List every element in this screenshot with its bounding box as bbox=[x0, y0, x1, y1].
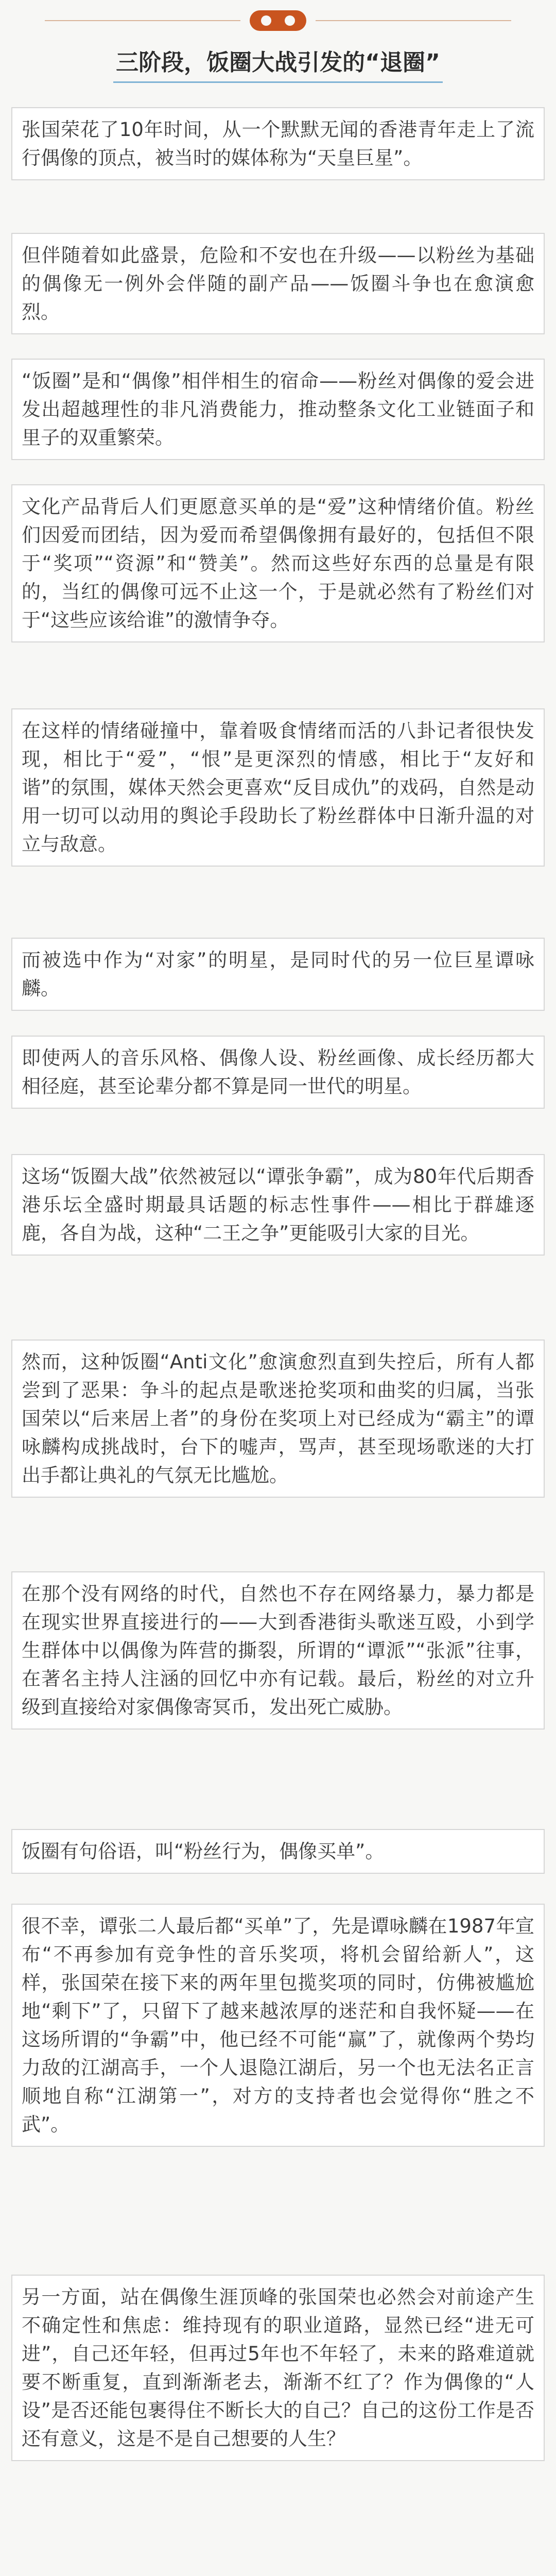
paragraph-card bbox=[11, 484, 545, 642]
paragraph-card bbox=[11, 1154, 545, 1256]
top-ornament bbox=[0, 0, 556, 41]
paragraph-card bbox=[11, 2275, 545, 2461]
paragraph-card bbox=[11, 359, 545, 460]
paragraph: 很不幸，谭张二人最后都“买单”了，先是谭咏麟在1987年宣布“不再参加有竞争性的音乐奖项，将机会留给新人”，这样，张国荣在接下来的两年里包揽奖项的同时，仿佛被尴尬地“剩下”了，只留下了越来越浓厚的迷茫和自我怀疑——在这场所谓的“争霸”中，他已经不可能“赢”了，就像两个势均力敌的江湖高手，一个人退隐江湖后，另一个也无法名正言顺地自称“江湖第一”，对方的支持者也会觉得你“胜之不武”。 bbox=[22, 1915, 534, 2136]
paragraph: 文化产品背后人们更愿意买单的是“爱”这种情绪价值。粉丝们因爱而团结，因为爱而希望偶像拥有最好的，包括但不限于“奖项”“资源”和“赞美”。然而这些好东西的总量是有限的，当红的偶像可远不止这一个，于是就必然有了粉丝们对于“这些应该给谁”的激情争夺。 bbox=[22, 496, 534, 631]
section-title: 三阶段，饭圈大战引发的“退圈” bbox=[116, 49, 440, 76]
paragraph-card bbox=[11, 233, 545, 334]
paragraph: 然而，这种饭圈“Anti文化”愈演愈烈直到失控后，所有人都尝到了恶果：争斗的起点是歌迷抢奖项和曲奖的归属，当张国荣以“后来居上者”的身份在奖项上对已经成为“霸主”的谭咏麟构成挑战时，台下的嘘声，骂声，甚至现场歌迷的大打出手都让典礼的气氛无比尴尬。 bbox=[22, 1351, 534, 1486]
paragraph: 这场“饭圈大战”依然被冠以“谭张争霸”，成为80年代后期香港乐坛全盛时期最具话题的标志性事件——相比于群雄逐鹿，各自为战，这种“二王之争”更能吸引大家的目光。 bbox=[22, 1165, 534, 1244]
paragraph: 另一方面，站在偶像生涯顶峰的张国荣也必然会对前途产生不确定性和焦虑：维持现有的职业道路，显然已经“进无可进”，自己还年轻，但再过5年也不年轻了，未来的路难道就要不断重复，直到渐渐老去，渐渐不红了？作为偶像的“人设”是否还能包裹得住不断长大的自己？自己的这份工作是否还有意义，这是不是自己想要的人生？ bbox=[22, 2286, 534, 2450]
paragraph: 饭圈有句俗语，叫“粉丝行为，偶像买单”。 bbox=[22, 1840, 385, 1862]
paragraph: “饭圈”是和“偶像”相伴相生的宿命——粉丝对偶像的爱会进发出超越理性的非凡消费能力，推动整条文化工业链面子和里子的双重繁荣。 bbox=[22, 370, 534, 449]
paragraph: 而被选中作为“对家”的明星，是同时代的另一位巨星谭咏麟。 bbox=[22, 949, 534, 999]
ornament-badge-icon bbox=[250, 10, 306, 31]
ornament-rule-right bbox=[316, 20, 511, 21]
paragraph: 张国荣花了10年时间，从一个默默无闻的香港青年走上了流行偶像的顶点，被当时的媒体称为“天皇巨星”。 bbox=[22, 118, 534, 169]
paragraph: 在这样的情绪碰撞中，靠着吸食情绪而活的八卦记者很快发现，相比于“爱”，“恨”是更深烈的情感，相比于“友好和谐”的氛围，媒体天然会更喜欢“反目成仇”的戏码，自然是动用一切可以动用的舆论手段助长了粉丝群体中日渐升温的对立与敌意。 bbox=[22, 720, 534, 855]
paragraph: 即使两人的音乐风格、偶像人设、粉丝画像、成长经历都大相径庭，甚至论辈分都不算是同一世代的明星。 bbox=[22, 1047, 534, 1097]
paragraph: 在那个没有网络的时代，自然也不存在网络暴力，暴力都是在现实世界直接进行的——大到香港街头歌迷互殴，小到学生群体中以偶像为阵营的撕裂，所谓的“谭派”“张派”往事，在著名主持人注涵的回忆中亦有记载。最后，粉丝的对立升级到直接给对家偶像寄冥币，发出死亡威胁。 bbox=[22, 1583, 534, 1718]
paragraph-card bbox=[11, 107, 545, 180]
paragraph-card bbox=[11, 1036, 545, 1109]
paragraph-card bbox=[11, 1829, 545, 1874]
paragraph-card bbox=[11, 1904, 545, 2147]
paragraph-card bbox=[11, 708, 545, 867]
paragraph-card bbox=[11, 938, 545, 1011]
title-underline bbox=[113, 81, 443, 83]
ornament-rule-left bbox=[45, 20, 240, 21]
paragraph-card bbox=[11, 1571, 545, 1730]
paragraph-card bbox=[11, 1340, 545, 1498]
paragraph: 但伴随着如此盛景，危险和不安也在升级——以粉丝为基础的偶像无一例外会伴随的副产品——饭圈斗争也在愈演愈烈。 bbox=[22, 244, 534, 323]
